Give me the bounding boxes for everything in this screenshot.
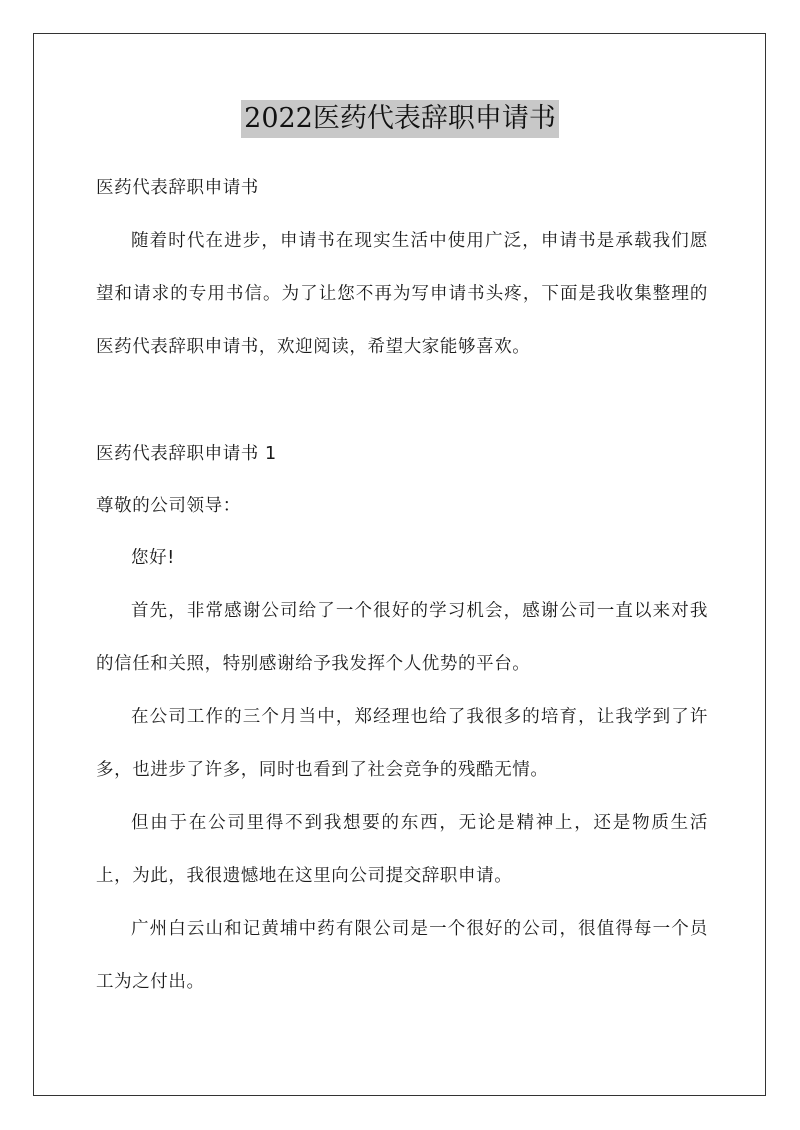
body-paragraph: 但由于在公司里得不到我想要的东西，无论是精神上，还是物质生活上，为此，我很遗憾地在这里向公司提交辞职申请。 [96,813,708,886]
document-body [96,170,708,1009]
salutation: 尊敬的公司领导： [96,496,241,516]
body-paragraph: 首先，非常感谢公司给了一个很好的学习机会，感谢公司一直以来对我的信任和关照，特别感谢给予我发挥个人优势的平台。 [96,601,708,674]
section-heading: 医药代表辞职申请书 1 [96,444,277,464]
intro-paragraph: 随着时代在进步，申请书在现实生活中使用广泛，申请书是承载我们愿望和请求的专用书信。为了让您不再为写申请书头疼，下面是我收集整理的医药代表辞职申请书，欢迎阅读，希望大家能够喜欢。 [96,231,708,357]
document-subtitle: 医药代表辞职申请书 [96,178,259,198]
greeting: 您好! [131,548,175,568]
body-paragraph: 广州白云山和记黄埔中药有限公司是一个很好的公司，很值得每一个员工为之付出。 [96,919,708,992]
title-container [0,100,800,138]
document-title: 2022医药代表辞职申请书 [241,100,559,138]
body-paragraph: 在公司工作的三个月当中，郑经理也给了我很多的培育，让我学到了许多，也进步了许多，同时也看到了社会竞争的残酷无情。 [96,707,708,780]
